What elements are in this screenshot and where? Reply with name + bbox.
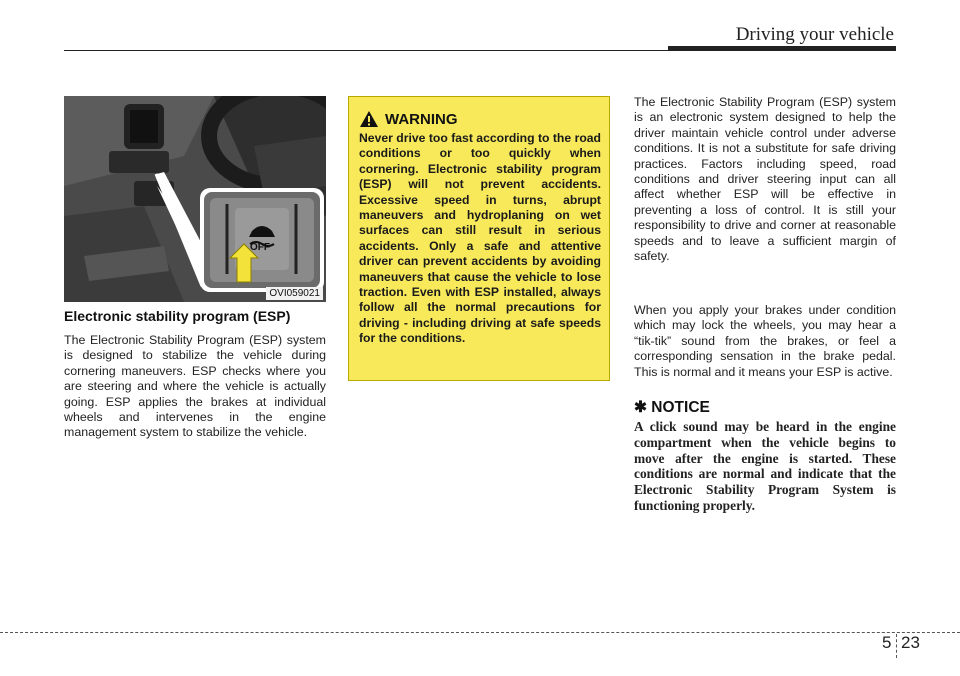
section-title: Driving your vehicle: [735, 24, 894, 45]
header-rule-accent: [668, 46, 896, 51]
page-number: 23: [901, 633, 920, 652]
esp-system-paragraph: The Electronic Stability Program (ESP) system is an electronic system designed to help the driver maintain vehicle control under adverse conditions. It is not a substitute for safe driving practices. Factors including speed, road conditions and driver steering input can all affect whether ESP will be effective in preventing a loss of control. It is still your responsibility to drive and corner at reasonable speeds and to leave a sufficient margin of safety.: [634, 95, 896, 264]
figure-code: OVI059021: [266, 287, 323, 300]
footer-rule: [0, 632, 960, 633]
dashboard-illustration: [64, 96, 326, 302]
brake-sound-paragraph: When you apply your brakes under condition which may lock the wheels, you may hear a “tik-tik” sound from the brakes, or feel a corresponding sensation in the brake pedal. This is normal and it means your ESP is active.: [634, 303, 896, 379]
esp-description: The Electronic Stability Program (ESP) system is designed to stabilize the vehicle during cornering maneuvers. ESP checks where you are steering and where the vehicle is actually going. ESP applies the brakes at individual wheels and intervenes in the engine management system to stabilize the vehicle.: [64, 333, 326, 440]
notice-text: A click sound may be heard in the engine compartment when the vehicle begins to move after the engine is started. These conditions are normal and indicate that the Electronic Stability Program System is functioning properly.: [634, 419, 896, 513]
notice-title: ✱ NOTICE: [634, 399, 710, 416]
warning-text: Never drive too fast according to the road conditions or too quickly when cornering. Electronic stability program (ESP) will not prevent accidents. Excessive speed in turns, abrupt maneuvers and hydroplaning on wet surfaces can still result in serious accidents. Only a safe and attentive driver can prevent accidents by avoiding maneuvers that cause the vehicle to lose traction. Even with ESP installed, always follow all the normal precautions for driving - including driving at safe speeds for the conditions.: [359, 131, 601, 346]
esp-button-photo: [64, 96, 326, 302]
warning-header: [359, 109, 458, 129]
warning-title: WARNING: [385, 110, 458, 128]
section-heading: Electronic stability program (ESP): [64, 308, 291, 324]
off-button-label: OFF: [250, 242, 270, 253]
chapter-number: 5: [882, 633, 892, 652]
warning-triangle-icon: [359, 110, 379, 128]
warning-box: [348, 96, 610, 381]
page-number-separator: [896, 634, 898, 658]
